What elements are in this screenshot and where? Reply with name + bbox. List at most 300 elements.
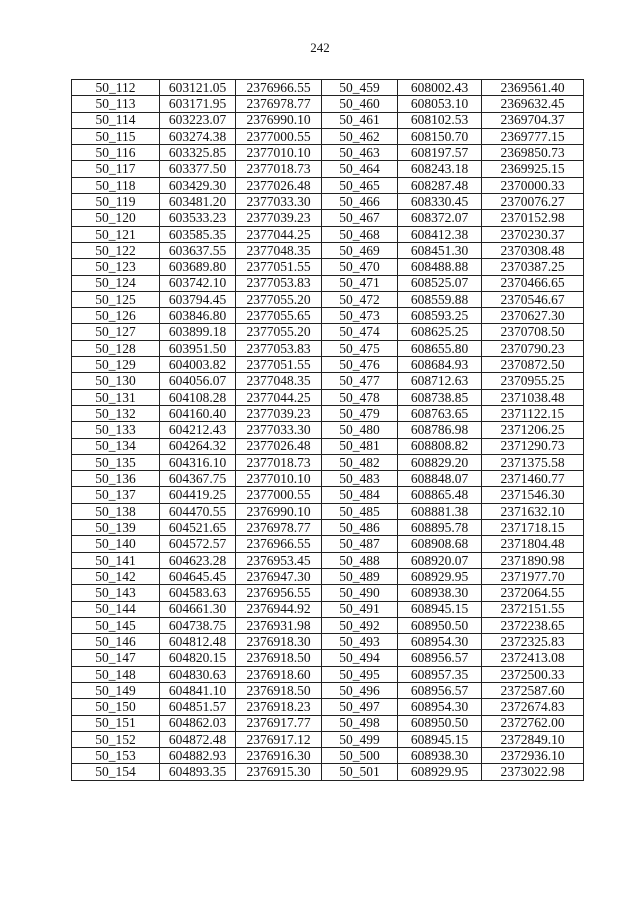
cell-y-right: 2372674.83 bbox=[482, 699, 584, 715]
cell-point-id-left: 50_127 bbox=[72, 324, 160, 340]
cell-x-right: 608956.57 bbox=[398, 682, 482, 698]
cell-y-right: 2371375.58 bbox=[482, 454, 584, 470]
cell-y-left: 2377010.10 bbox=[236, 145, 322, 161]
cell-point-id-left: 50_152 bbox=[72, 731, 160, 747]
cell-point-id-right: 50_465 bbox=[322, 177, 398, 193]
table-row bbox=[72, 194, 584, 210]
cell-point-id-right: 50_471 bbox=[322, 275, 398, 291]
cell-x-right: 608593.25 bbox=[398, 308, 482, 324]
cell-x-right: 608950.50 bbox=[398, 617, 482, 633]
cell-x-right: 608053.10 bbox=[398, 96, 482, 112]
cell-y-right: 2372936.10 bbox=[482, 748, 584, 764]
cell-x-left: 604056.07 bbox=[160, 373, 236, 389]
cell-x-right: 608956.57 bbox=[398, 650, 482, 666]
cell-x-right: 608786.98 bbox=[398, 422, 482, 438]
cell-y-right: 2372413.08 bbox=[482, 650, 584, 666]
cell-point-id-left: 50_137 bbox=[72, 487, 160, 503]
cell-x-left: 604812.48 bbox=[160, 634, 236, 650]
cell-point-id-left: 50_153 bbox=[72, 748, 160, 764]
cell-x-right: 608945.15 bbox=[398, 601, 482, 617]
cell-point-id-left: 50_123 bbox=[72, 259, 160, 275]
cell-x-left: 603481.20 bbox=[160, 194, 236, 210]
cell-point-id-left: 50_141 bbox=[72, 552, 160, 568]
cell-y-right: 2370308.48 bbox=[482, 242, 584, 258]
cell-x-right: 608712.63 bbox=[398, 373, 482, 389]
table-row bbox=[72, 666, 584, 682]
table-row bbox=[72, 731, 584, 747]
cell-y-left: 2376944.92 bbox=[236, 601, 322, 617]
cell-point-id-right: 50_475 bbox=[322, 340, 398, 356]
cell-y-left: 2376916.30 bbox=[236, 748, 322, 764]
cell-point-id-left: 50_131 bbox=[72, 389, 160, 405]
cell-x-right: 608243.18 bbox=[398, 161, 482, 177]
cell-point-id-right: 50_468 bbox=[322, 226, 398, 242]
cell-x-left: 604645.45 bbox=[160, 568, 236, 584]
cell-y-left: 2376931.98 bbox=[236, 617, 322, 633]
cell-point-id-left: 50_143 bbox=[72, 585, 160, 601]
cell-point-id-right: 50_491 bbox=[322, 601, 398, 617]
cell-y-left: 2377044.25 bbox=[236, 226, 322, 242]
table-row bbox=[72, 340, 584, 356]
cell-y-left: 2376915.30 bbox=[236, 764, 322, 780]
cell-point-id-left: 50_154 bbox=[72, 764, 160, 780]
cell-x-left: 604583.63 bbox=[160, 585, 236, 601]
cell-x-right: 608865.48 bbox=[398, 487, 482, 503]
cell-x-right: 608895.78 bbox=[398, 520, 482, 536]
cell-x-right: 608412.38 bbox=[398, 226, 482, 242]
cell-point-id-right: 50_486 bbox=[322, 520, 398, 536]
table-row bbox=[72, 503, 584, 519]
cell-y-right: 2371206.25 bbox=[482, 422, 584, 438]
cell-point-id-left: 50_147 bbox=[72, 650, 160, 666]
cell-x-left: 604623.28 bbox=[160, 552, 236, 568]
cell-x-left: 604830.63 bbox=[160, 666, 236, 682]
cell-x-right: 608197.57 bbox=[398, 145, 482, 161]
cell-y-right: 2369561.40 bbox=[482, 80, 584, 96]
cell-y-left: 2376918.60 bbox=[236, 666, 322, 682]
table-row bbox=[72, 128, 584, 144]
table-row bbox=[72, 389, 584, 405]
cell-point-id-right: 50_492 bbox=[322, 617, 398, 633]
cell-point-id-left: 50_150 bbox=[72, 699, 160, 715]
cell-y-left: 2376966.55 bbox=[236, 536, 322, 552]
table-row bbox=[72, 471, 584, 487]
cell-x-right: 608945.15 bbox=[398, 731, 482, 747]
coordinates-table-body bbox=[72, 80, 584, 781]
cell-y-right: 2371546.30 bbox=[482, 487, 584, 503]
table-row bbox=[72, 373, 584, 389]
cell-x-left: 604661.30 bbox=[160, 601, 236, 617]
cell-y-left: 2377048.35 bbox=[236, 242, 322, 258]
cell-y-right: 2371718.15 bbox=[482, 520, 584, 536]
cell-point-id-left: 50_124 bbox=[72, 275, 160, 291]
cell-point-id-right: 50_498 bbox=[322, 715, 398, 731]
cell-x-left: 604572.57 bbox=[160, 536, 236, 552]
cell-y-left: 2376918.50 bbox=[236, 650, 322, 666]
cell-point-id-right: 50_460 bbox=[322, 96, 398, 112]
cell-point-id-left: 50_151 bbox=[72, 715, 160, 731]
cell-point-id-left: 50_125 bbox=[72, 291, 160, 307]
cell-x-right: 608102.53 bbox=[398, 112, 482, 128]
cell-point-id-left: 50_121 bbox=[72, 226, 160, 242]
cell-point-id-right: 50_470 bbox=[322, 259, 398, 275]
cell-y-right: 2369925.15 bbox=[482, 161, 584, 177]
cell-y-right: 2370708.50 bbox=[482, 324, 584, 340]
cell-y-right: 2369704.37 bbox=[482, 112, 584, 128]
cell-x-left: 604851.57 bbox=[160, 699, 236, 715]
cell-x-right: 608938.30 bbox=[398, 585, 482, 601]
cell-x-right: 608287.48 bbox=[398, 177, 482, 193]
cell-x-left: 603585.35 bbox=[160, 226, 236, 242]
cell-x-right: 608808.82 bbox=[398, 438, 482, 454]
cell-point-id-left: 50_114 bbox=[72, 112, 160, 128]
cell-point-id-left: 50_144 bbox=[72, 601, 160, 617]
cell-y-left: 2376918.50 bbox=[236, 682, 322, 698]
cell-x-right: 608763.65 bbox=[398, 405, 482, 421]
cell-y-left: 2376953.45 bbox=[236, 552, 322, 568]
table-row bbox=[72, 96, 584, 112]
cell-point-id-right: 50_477 bbox=[322, 373, 398, 389]
cell-y-right: 2371460.77 bbox=[482, 471, 584, 487]
table-row bbox=[72, 422, 584, 438]
cell-x-left: 603223.07 bbox=[160, 112, 236, 128]
cell-point-id-left: 50_135 bbox=[72, 454, 160, 470]
cell-x-left: 603274.38 bbox=[160, 128, 236, 144]
cell-point-id-right: 50_482 bbox=[322, 454, 398, 470]
cell-y-right: 2372064.55 bbox=[482, 585, 584, 601]
cell-x-right: 608957.35 bbox=[398, 666, 482, 682]
cell-y-left: 2377044.25 bbox=[236, 389, 322, 405]
cell-x-left: 603121.05 bbox=[160, 80, 236, 96]
table-row bbox=[72, 617, 584, 633]
cell-x-left: 603325.85 bbox=[160, 145, 236, 161]
cell-point-id-right: 50_501 bbox=[322, 764, 398, 780]
cell-y-right: 2370000.33 bbox=[482, 177, 584, 193]
cell-x-left: 603171.95 bbox=[160, 96, 236, 112]
cell-y-left: 2377055.20 bbox=[236, 324, 322, 340]
cell-point-id-left: 50_119 bbox=[72, 194, 160, 210]
cell-y-right: 2371038.48 bbox=[482, 389, 584, 405]
cell-x-left: 603951.50 bbox=[160, 340, 236, 356]
table-row bbox=[72, 568, 584, 584]
cell-y-left: 2376966.55 bbox=[236, 80, 322, 96]
cell-x-left: 603533.23 bbox=[160, 210, 236, 226]
table-row bbox=[72, 536, 584, 552]
table-row bbox=[72, 585, 584, 601]
cell-point-id-left: 50_122 bbox=[72, 242, 160, 258]
cell-x-left: 604003.82 bbox=[160, 357, 236, 373]
coordinates-table bbox=[71, 79, 584, 781]
cell-point-id-right: 50_495 bbox=[322, 666, 398, 682]
cell-y-left: 2376956.55 bbox=[236, 585, 322, 601]
cell-y-left: 2376990.10 bbox=[236, 503, 322, 519]
cell-y-left: 2376917.77 bbox=[236, 715, 322, 731]
table-row bbox=[72, 357, 584, 373]
cell-x-left: 604893.35 bbox=[160, 764, 236, 780]
cell-y-left: 2377026.48 bbox=[236, 177, 322, 193]
cell-point-id-right: 50_464 bbox=[322, 161, 398, 177]
cell-x-right: 608330.45 bbox=[398, 194, 482, 210]
cell-y-right: 2372151.55 bbox=[482, 601, 584, 617]
cell-y-right: 2371804.48 bbox=[482, 536, 584, 552]
cell-x-left: 603846.80 bbox=[160, 308, 236, 324]
cell-point-id-right: 50_459 bbox=[322, 80, 398, 96]
cell-point-id-right: 50_485 bbox=[322, 503, 398, 519]
table-row bbox=[72, 520, 584, 536]
cell-y-right: 2370955.25 bbox=[482, 373, 584, 389]
cell-x-left: 604820.15 bbox=[160, 650, 236, 666]
cell-y-left: 2376918.30 bbox=[236, 634, 322, 650]
cell-y-left: 2376978.77 bbox=[236, 96, 322, 112]
cell-x-right: 608372.07 bbox=[398, 210, 482, 226]
table-row bbox=[72, 715, 584, 731]
cell-x-left: 603899.18 bbox=[160, 324, 236, 340]
table-row bbox=[72, 454, 584, 470]
cell-x-right: 608002.43 bbox=[398, 80, 482, 96]
cell-y-right: 2371122.15 bbox=[482, 405, 584, 421]
cell-point-id-left: 50_133 bbox=[72, 422, 160, 438]
cell-point-id-left: 50_132 bbox=[72, 405, 160, 421]
cell-point-id-left: 50_149 bbox=[72, 682, 160, 698]
cell-point-id-left: 50_118 bbox=[72, 177, 160, 193]
cell-point-id-right: 50_489 bbox=[322, 568, 398, 584]
cell-x-right: 608908.68 bbox=[398, 536, 482, 552]
cell-x-right: 608881.38 bbox=[398, 503, 482, 519]
cell-point-id-right: 50_479 bbox=[322, 405, 398, 421]
cell-point-id-left: 50_116 bbox=[72, 145, 160, 161]
cell-point-id-right: 50_497 bbox=[322, 699, 398, 715]
cell-point-id-right: 50_476 bbox=[322, 357, 398, 373]
cell-x-left: 604521.65 bbox=[160, 520, 236, 536]
cell-point-id-right: 50_483 bbox=[322, 471, 398, 487]
cell-y-right: 2370230.37 bbox=[482, 226, 584, 242]
table-row bbox=[72, 438, 584, 454]
cell-x-left: 604419.25 bbox=[160, 487, 236, 503]
cell-y-right: 2372325.83 bbox=[482, 634, 584, 650]
cell-x-left: 604264.32 bbox=[160, 438, 236, 454]
cell-x-left: 604160.40 bbox=[160, 405, 236, 421]
cell-y-right: 2370076.27 bbox=[482, 194, 584, 210]
cell-point-id-left: 50_112 bbox=[72, 80, 160, 96]
table-row bbox=[72, 242, 584, 258]
cell-point-id-right: 50_474 bbox=[322, 324, 398, 340]
cell-x-right: 608655.80 bbox=[398, 340, 482, 356]
cell-y-right: 2372762.00 bbox=[482, 715, 584, 731]
cell-point-id-left: 50_140 bbox=[72, 536, 160, 552]
cell-point-id-right: 50_500 bbox=[322, 748, 398, 764]
table-row bbox=[72, 291, 584, 307]
cell-x-right: 608525.07 bbox=[398, 275, 482, 291]
cell-y-left: 2377051.55 bbox=[236, 259, 322, 275]
cell-y-left: 2377055.65 bbox=[236, 308, 322, 324]
cell-y-left: 2376917.12 bbox=[236, 731, 322, 747]
cell-y-right: 2370546.67 bbox=[482, 291, 584, 307]
cell-x-right: 608488.88 bbox=[398, 259, 482, 275]
cell-y-left: 2376918.23 bbox=[236, 699, 322, 715]
cell-y-left: 2377026.48 bbox=[236, 438, 322, 454]
cell-y-right: 2371632.10 bbox=[482, 503, 584, 519]
cell-y-left: 2377010.10 bbox=[236, 471, 322, 487]
cell-point-id-left: 50_136 bbox=[72, 471, 160, 487]
cell-point-id-right: 50_487 bbox=[322, 536, 398, 552]
cell-x-left: 604872.48 bbox=[160, 731, 236, 747]
cell-x-left: 603377.50 bbox=[160, 161, 236, 177]
cell-y-right: 2369850.73 bbox=[482, 145, 584, 161]
cell-y-right: 2371290.73 bbox=[482, 438, 584, 454]
cell-y-right: 2371977.70 bbox=[482, 568, 584, 584]
cell-y-left: 2377018.73 bbox=[236, 454, 322, 470]
cell-y-left: 2377000.55 bbox=[236, 487, 322, 503]
cell-x-left: 603637.55 bbox=[160, 242, 236, 258]
cell-y-left: 2377000.55 bbox=[236, 128, 322, 144]
table-row bbox=[72, 699, 584, 715]
table-row bbox=[72, 259, 584, 275]
cell-point-id-right: 50_472 bbox=[322, 291, 398, 307]
cell-point-id-left: 50_130 bbox=[72, 373, 160, 389]
cell-point-id-right: 50_490 bbox=[322, 585, 398, 601]
cell-point-id-left: 50_115 bbox=[72, 128, 160, 144]
cell-x-right: 608150.70 bbox=[398, 128, 482, 144]
cell-y-right: 2373022.98 bbox=[482, 764, 584, 780]
cell-point-id-left: 50_148 bbox=[72, 666, 160, 682]
cell-x-left: 604212.43 bbox=[160, 422, 236, 438]
cell-point-id-right: 50_478 bbox=[322, 389, 398, 405]
table-row bbox=[72, 145, 584, 161]
cell-y-left: 2377033.30 bbox=[236, 194, 322, 210]
cell-point-id-left: 50_128 bbox=[72, 340, 160, 356]
cell-y-right: 2372238.65 bbox=[482, 617, 584, 633]
cell-x-right: 608559.88 bbox=[398, 291, 482, 307]
cell-point-id-left: 50_134 bbox=[72, 438, 160, 454]
cell-x-left: 604470.55 bbox=[160, 503, 236, 519]
cell-y-left: 2377033.30 bbox=[236, 422, 322, 438]
cell-x-left: 604316.10 bbox=[160, 454, 236, 470]
cell-y-left: 2377048.35 bbox=[236, 373, 322, 389]
cell-x-left: 604841.10 bbox=[160, 682, 236, 698]
cell-x-left: 603794.45 bbox=[160, 291, 236, 307]
cell-y-right: 2369632.45 bbox=[482, 96, 584, 112]
cell-x-left: 603429.30 bbox=[160, 177, 236, 193]
cell-x-right: 608950.50 bbox=[398, 715, 482, 731]
table-row bbox=[72, 405, 584, 421]
cell-y-right: 2372587.60 bbox=[482, 682, 584, 698]
cell-point-id-right: 50_463 bbox=[322, 145, 398, 161]
cell-x-left: 604108.28 bbox=[160, 389, 236, 405]
cell-x-right: 608929.95 bbox=[398, 568, 482, 584]
cell-x-right: 608738.85 bbox=[398, 389, 482, 405]
cell-point-id-right: 50_473 bbox=[322, 308, 398, 324]
cell-x-right: 608829.20 bbox=[398, 454, 482, 470]
cell-y-left: 2377018.73 bbox=[236, 161, 322, 177]
cell-y-left: 2376978.77 bbox=[236, 520, 322, 536]
table-row bbox=[72, 177, 584, 193]
cell-y-left: 2376990.10 bbox=[236, 112, 322, 128]
cell-point-id-right: 50_494 bbox=[322, 650, 398, 666]
cell-point-id-right: 50_469 bbox=[322, 242, 398, 258]
table-row bbox=[72, 552, 584, 568]
cell-point-id-right: 50_461 bbox=[322, 112, 398, 128]
cell-point-id-right: 50_496 bbox=[322, 682, 398, 698]
table-row bbox=[72, 308, 584, 324]
table-row bbox=[72, 324, 584, 340]
cell-point-id-left: 50_129 bbox=[72, 357, 160, 373]
cell-x-left: 604862.03 bbox=[160, 715, 236, 731]
cell-x-right: 608954.30 bbox=[398, 634, 482, 650]
table-row bbox=[72, 682, 584, 698]
cell-point-id-left: 50_138 bbox=[72, 503, 160, 519]
cell-y-left: 2377053.83 bbox=[236, 275, 322, 291]
cell-y-left: 2377039.23 bbox=[236, 405, 322, 421]
table-row bbox=[72, 764, 584, 780]
table-row bbox=[72, 650, 584, 666]
cell-y-left: 2376947.30 bbox=[236, 568, 322, 584]
cell-x-right: 608451.30 bbox=[398, 242, 482, 258]
table-row bbox=[72, 601, 584, 617]
cell-point-id-right: 50_488 bbox=[322, 552, 398, 568]
cell-point-id-right: 50_467 bbox=[322, 210, 398, 226]
cell-x-right: 608920.07 bbox=[398, 552, 482, 568]
table-row bbox=[72, 112, 584, 128]
cell-y-right: 2372500.33 bbox=[482, 666, 584, 682]
cell-point-id-right: 50_484 bbox=[322, 487, 398, 503]
table-row bbox=[72, 634, 584, 650]
cell-point-id-right: 50_466 bbox=[322, 194, 398, 210]
cell-x-right: 608684.93 bbox=[398, 357, 482, 373]
page-number: 242 bbox=[310, 40, 330, 55]
table-row bbox=[72, 487, 584, 503]
cell-y-right: 2369777.15 bbox=[482, 128, 584, 144]
cell-x-right: 608938.30 bbox=[398, 748, 482, 764]
cell-x-right: 608929.95 bbox=[398, 764, 482, 780]
cell-y-right: 2371890.98 bbox=[482, 552, 584, 568]
cell-point-id-left: 50_139 bbox=[72, 520, 160, 536]
cell-point-id-left: 50_120 bbox=[72, 210, 160, 226]
cell-point-id-left: 50_113 bbox=[72, 96, 160, 112]
table-row bbox=[72, 226, 584, 242]
table-row bbox=[72, 275, 584, 291]
cell-point-id-right: 50_480 bbox=[322, 422, 398, 438]
cell-y-right: 2372849.10 bbox=[482, 731, 584, 747]
cell-x-left: 603742.10 bbox=[160, 275, 236, 291]
cell-y-right: 2370152.98 bbox=[482, 210, 584, 226]
cell-point-id-left: 50_142 bbox=[72, 568, 160, 584]
cell-y-right: 2370466.65 bbox=[482, 275, 584, 291]
cell-x-left: 604367.75 bbox=[160, 471, 236, 487]
cell-y-right: 2370627.30 bbox=[482, 308, 584, 324]
cell-point-id-right: 50_481 bbox=[322, 438, 398, 454]
cell-x-right: 608848.07 bbox=[398, 471, 482, 487]
cell-y-left: 2377055.20 bbox=[236, 291, 322, 307]
cell-x-left: 603689.80 bbox=[160, 259, 236, 275]
table-row bbox=[72, 748, 584, 764]
table-row bbox=[72, 210, 584, 226]
cell-y-right: 2370790.23 bbox=[482, 340, 584, 356]
table-row bbox=[72, 80, 584, 96]
cell-y-left: 2377051.55 bbox=[236, 357, 322, 373]
cell-point-id-left: 50_117 bbox=[72, 161, 160, 177]
table-row bbox=[72, 161, 584, 177]
cell-y-left: 2377039.23 bbox=[236, 210, 322, 226]
cell-y-right: 2370872.50 bbox=[482, 357, 584, 373]
cell-y-right: 2370387.25 bbox=[482, 259, 584, 275]
cell-x-left: 604738.75 bbox=[160, 617, 236, 633]
cell-point-id-right: 50_499 bbox=[322, 731, 398, 747]
cell-point-id-left: 50_126 bbox=[72, 308, 160, 324]
cell-y-left: 2377053.83 bbox=[236, 340, 322, 356]
cell-x-right: 608954.30 bbox=[398, 699, 482, 715]
cell-point-id-left: 50_146 bbox=[72, 634, 160, 650]
cell-point-id-right: 50_462 bbox=[322, 128, 398, 144]
